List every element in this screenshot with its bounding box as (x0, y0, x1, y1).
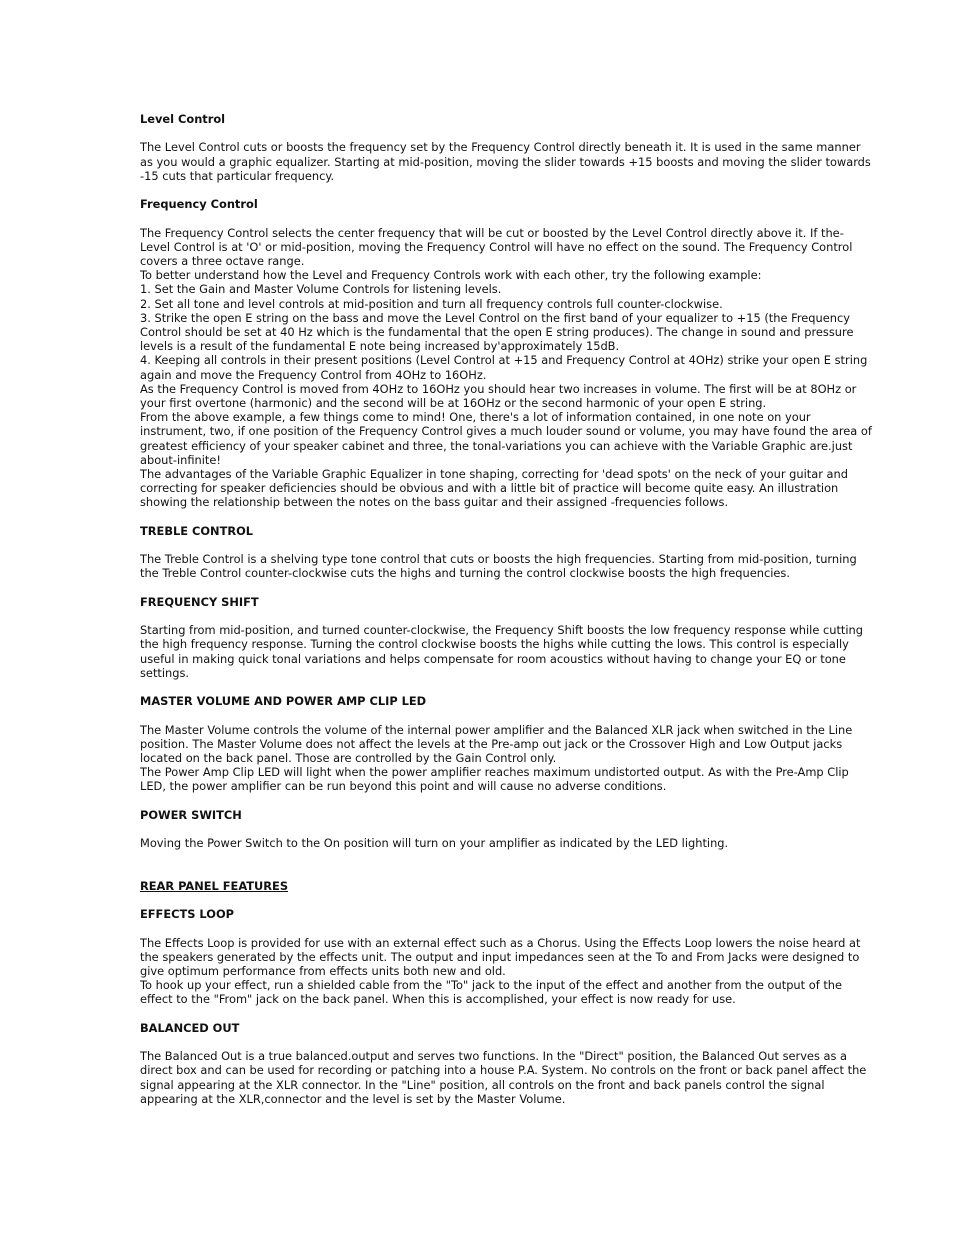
section-heading: Level Control (140, 112, 226, 126)
section-body: The Frequency Control selects the center frequency that will be cut or boosted by the Level Control directly above it. If the-Level Control is at 'O' or mid-position, moving the Frequency Control will have no effect on the sound. The Frequency Control covers a three octave range. To better understand how the Level and Frequency Controls work with each other, try the following example: 1. Set the Gain and Master Volume Controls for listening levels. 2. Set all tone and level controls at mid-position and turn all frequency controls full counter-clockwise. 3. Strike the open E string on the bass and move the Level Control on the first band of your equalizer to +15 (the Frequency Control should be set at 40 Hz which is the fundamental that the open E string produces). The change in sound and pressure levels is a result of the fundamental E note being increased by'approximately 15dB. 4. Keeping all controls in their present positions (Level Control at +15 and Frequency Control at 4OHz) strike your open E string again and move the Frequency Control from 4OHz to 16OHz. As the Frequency Control is moved from 4OHz to 16OHz you should hear two increases in volume. The first will be at 8OHz or your first overtone (harmonic) and the second will be at 16OHz or the second harmonic of your open E string. From the above example, a few things come to mind! One, there's a lot of information contained, in one note on your instrument, two, if one position of the Frequency Control gives a much louder sound or volume, you may have found the area of greatest efficiency of your speaker cabinet and three, the tonal-variations you can achieve with the Variable Graphic are.just about-infinite! The advantages of the Variable Graphic Equalizer in tone shaping, correcting for 'dead spots' on the neck of your guitar and correcting for speaker deficiencies should be obvious and with a little bit of practice will become quite easy. An illustration showing the relationship between the notes on the bass guitar and their assigned -frequencies follows. (140, 225, 872, 510)
section-level-control (140, 112, 872, 183)
section-heading: TREBLE CONTROL (140, 523, 254, 538)
section-balanced-out (140, 1021, 872, 1106)
section-heading: FREQUENCY SHIFT (140, 594, 259, 609)
section-treble-control (140, 524, 872, 581)
section-heading: POWER SWITCH (140, 807, 242, 822)
section-heading: MASTER VOLUME AND POWER AMP CLIP LED (140, 694, 427, 709)
section-body: The Balanced Out is a true balanced.output and serves two functions. In the "Direct" position, the Balanced Out serves as a direct box and can be used for recording or patching into a house P.A. System. No controls on the front or back panel affect the signal appearing at the XLR connector. In the "Line" position, all controls on the front and back panels control the signal appearing at the XLR,connector and the level is set by the Master Volume. (140, 1049, 867, 1106)
document-page (140, 112, 872, 1120)
section-heading: BALANCED OUT (140, 1020, 240, 1035)
section-frequency-control (140, 197, 872, 509)
section-heading: Frequency Control (140, 197, 258, 212)
rear-panel-title: REAR PANEL FEATURES (140, 878, 289, 893)
section-master-volume (140, 694, 872, 793)
section-body: Starting from mid-position, and turned counter-clockwise, the Frequency Shift boosts the low frequency response while cutting the high frequency response. Turning the control clockwise boosts the highs while cutting the lows. This control is especially useful in making quick tonal variations and helps compensate for room acoustics without having to change your EQ or tone settings. (140, 623, 864, 680)
section-effects-loop (140, 907, 872, 1006)
section-body: The Treble Control is a shelving type tone control that cuts or boosts the high frequencies. Starting from mid-position, turning the Treble Control counter-clockwise cuts the highs and turning the control clockwise boosts the high frequencies. (140, 552, 857, 581)
section-frequency-shift (140, 595, 872, 680)
section-body: The Effects Loop is provided for use with an external effect such as a Chorus. Using the Effects Loop lowers the noise heard at the speakers generated by the effects unit. The output and input impedances seen at the To and From Jacks were designed to give optimum performance from effects units both new and old. To hook up your effect, run a shielded cable from the "To" jack to the input of the effect and another from the output of the effect to the "From" jack on the back panel. When this is accomplished, your effect is now ready for use. (140, 935, 861, 1007)
spacer (140, 865, 872, 879)
section-body: The Level Control cuts or boosts the frequency set by the Frequency Control directly beneath it. It is used in the same manner as you would a graphic equalizer. Starting at mid-position, moving the slider towards +15 boosts and moving the slider towards -15 cuts that particular frequency. (140, 140, 871, 183)
section-body: Moving the Power Switch to the On position will turn on your amplifier as indicated by the LED lighting. (140, 836, 729, 851)
section-power-switch (140, 808, 872, 851)
section-body: The Master Volume controls the volume of the internal power amplifier and the Balanced XLR jack when switched in the Line position. The Master Volume does not affect the levels at the Pre-amp out jack or the Crossover High and Low Output jacks located on the back panel. Those are controlled by the Gain Control only. The Power Amp Clip LED will light when the power amplifier reaches maximum undistorted output. As with the Pre-Amp Clip LED, the power amplifier can be run beyond this point and will cause no adverse conditions. (140, 722, 853, 794)
section-heading: EFFECTS LOOP (140, 907, 234, 922)
